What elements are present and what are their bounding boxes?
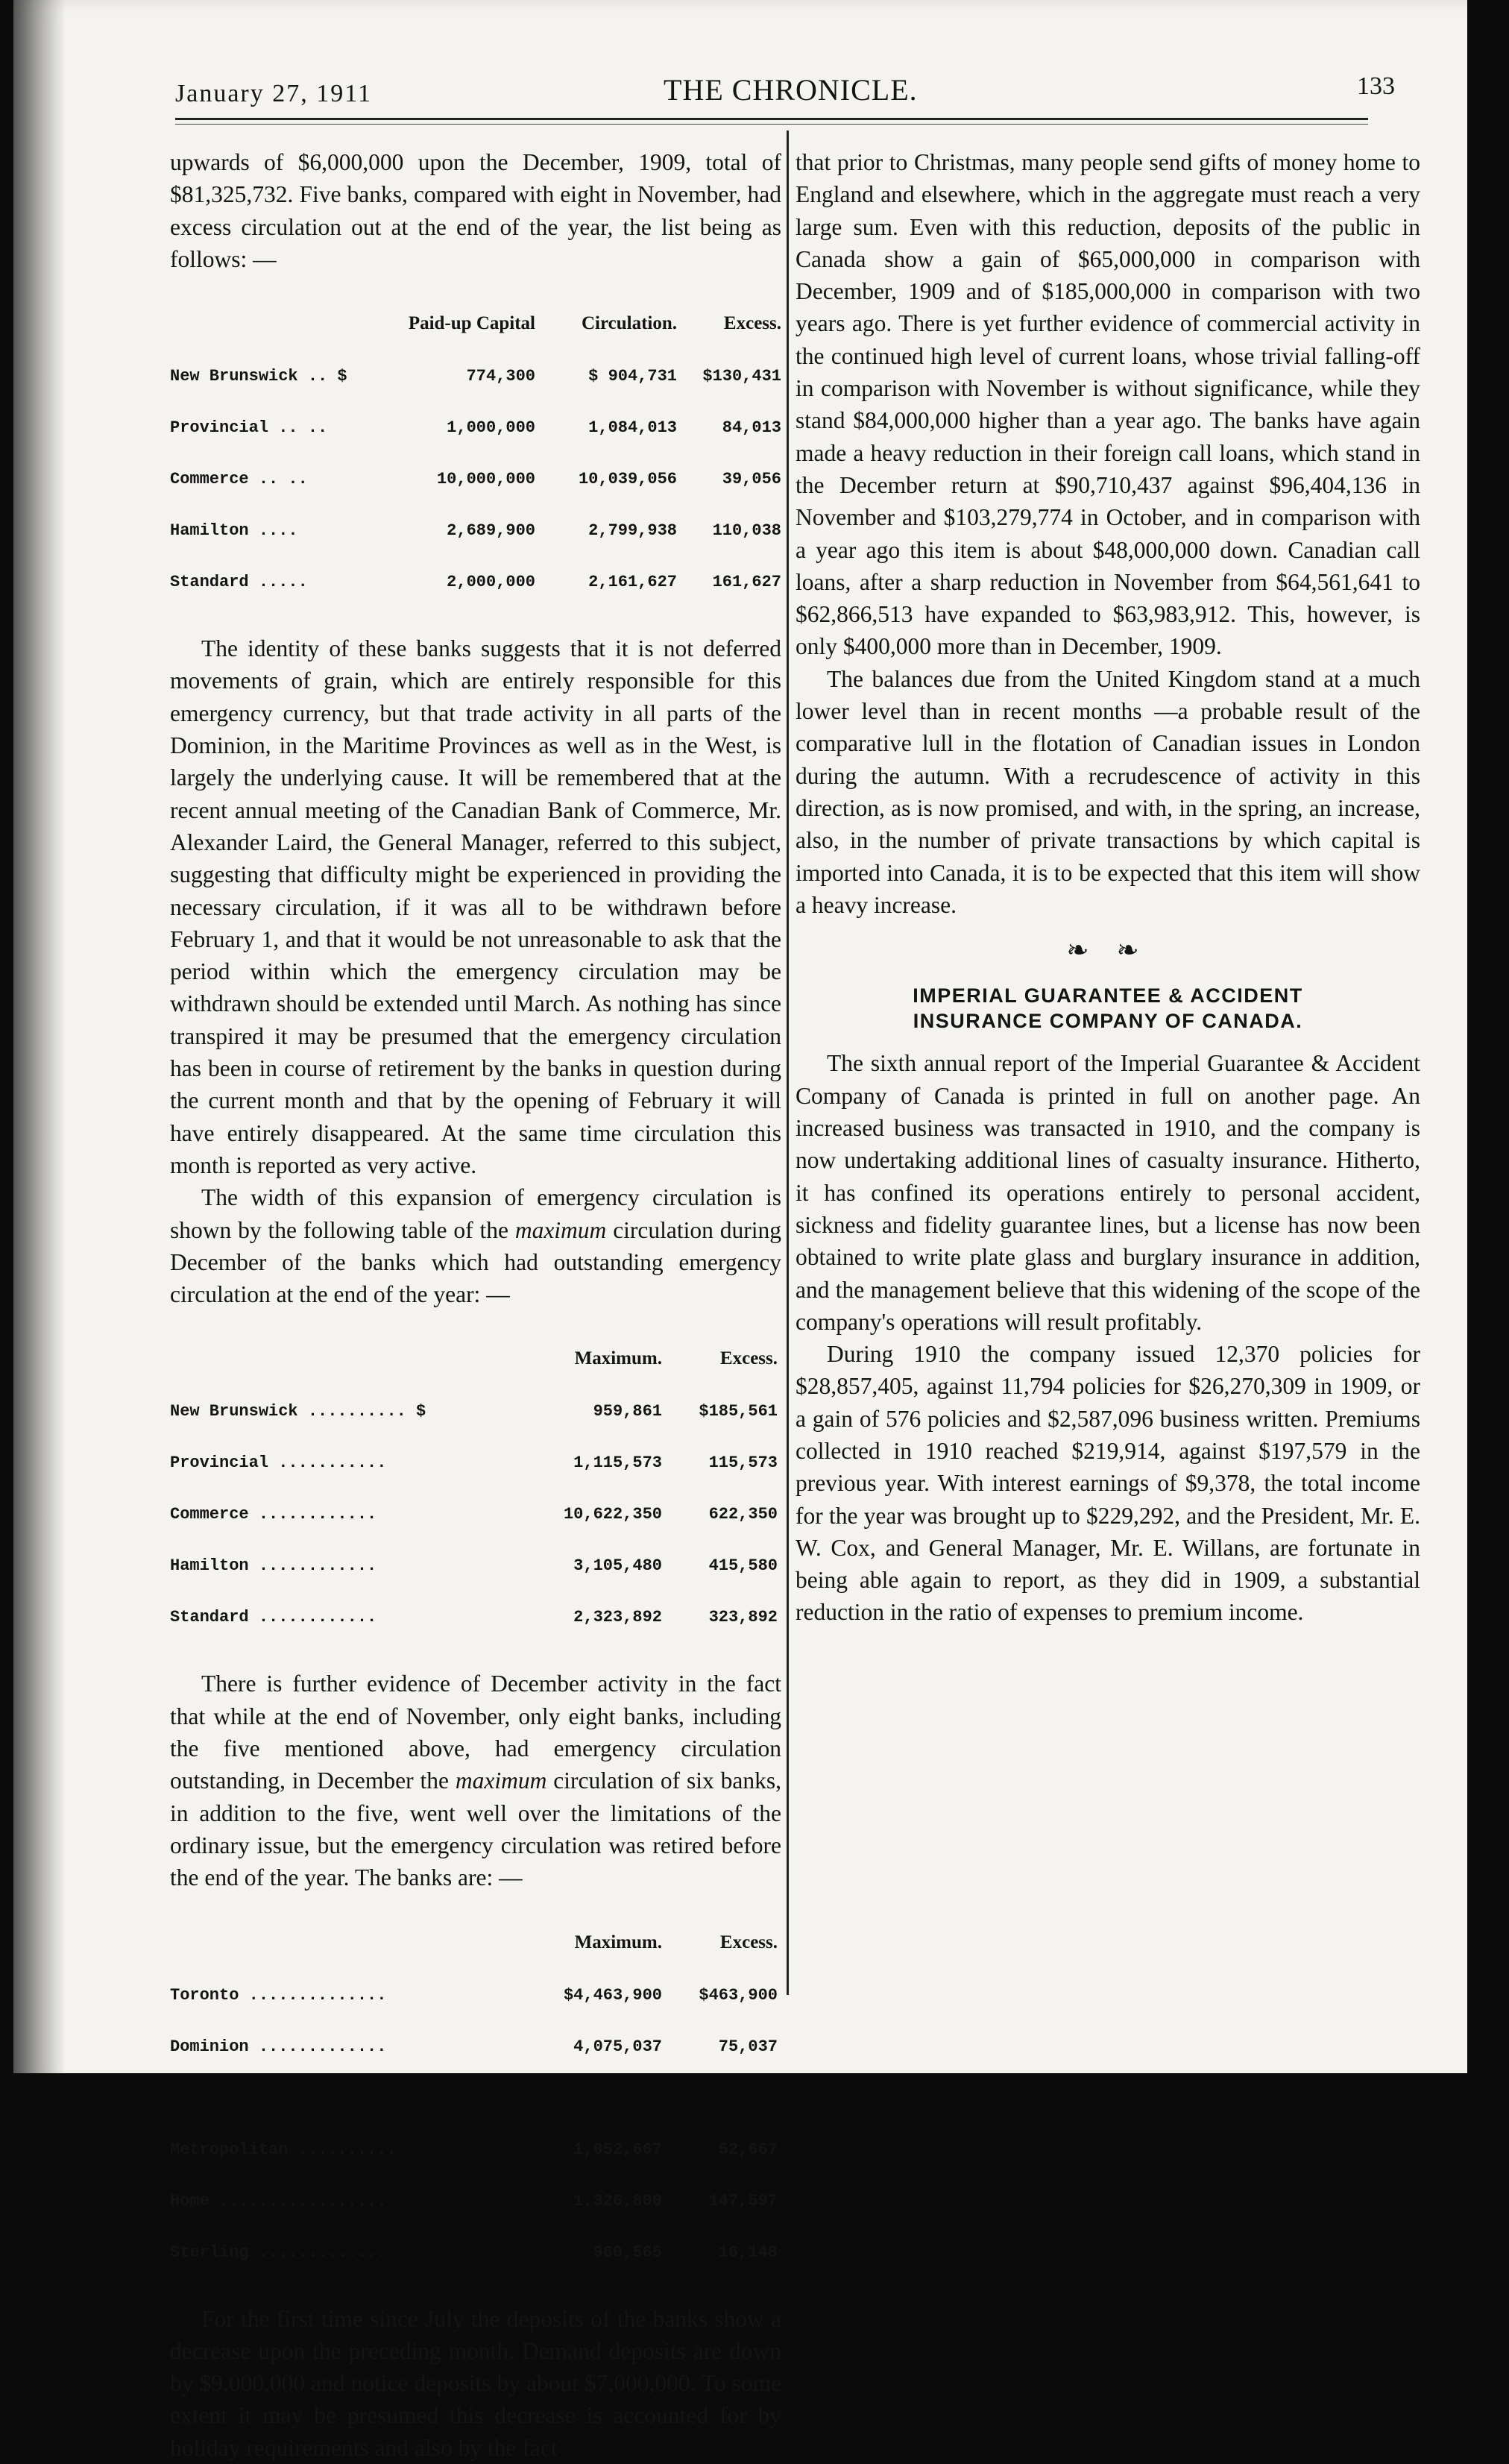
paragraph: that prior to Christmas, many people send gifts of money home to England and elsewhere, which in the aggregate must reach a very large sum. Even with this reduction, deposits of the public in Canada show a gain of $65,000,000 in comparison with December, 1909 and of $185,000,000 in comparison with two years ago. There is yet further evidence of commercial activity in the continued high level of current loans, whose trivial falling-off in comparison with November is without significance, while they stand $84,000,000 higher than a year ago. The banks have again made a heavy reduction in their foreign call loans, which stand in the December return at $90,710,437 against $96,404,136 in November and $103,279,774 in October, and in comparison with a year ago this item is about $48,000,000 down. Canadian call loans, after a sharp reduction in November from $64,561,641 to $62,866,513 have expanded to $63,983,912. This, however, is only $400,000 more than in December, 1909.: [796, 149, 1420, 660]
table-row: Hamilton ............ 3,105,480 415,580: [170, 1556, 778, 1576]
paragraph: The balances due from the United Kingdom stand at a much lower level than in recent months —a probable result of the comparative lull in the flotation of Canadian issues in London during the autumn. With a recrudescence of activity in this direction, as is now promised, and with, in the spring, an increase, also, in the number of private transactions by which capital is imported into Canada, it is to be expected that this item will show a heavy increase.: [796, 665, 1420, 918]
table-row: Standard ............ 2,323,892 323,892: [170, 1608, 778, 1627]
table-row: Sterling ............. 960,565 16,148: [170, 2243, 778, 2262]
paragraph: upwards of $6,000,000 upon the December, 1909, total of $81,325,732. Five banks, compared with eight in November, had excess circulation out at the end of the year, the list being as follows: —: [170, 149, 781, 272]
page-number: 133: [1357, 72, 1395, 100]
table-row: Metropolitan .......... 1,052,667 52,667: [170, 2140, 778, 2159]
fleuron-ornament: ❧ ❧: [1066, 935, 1150, 966]
paragraph: There is further evidence of December activity in the fact that while at the end of November, only eight banks, including the five mentioned above, had emergency circulation outstanding, in December the maximum circulation of six banks, in addition to the five, went well over the limitations of the ordinary issue, but the emergency circulation was retired before the end of the year. The banks are: —: [170, 1671, 781, 1891]
scan-border: [0, 2073, 1509, 2124]
table-row: Provincial .. .. 1,000,000 1,084,013 84,013: [170, 418, 781, 438]
column-divider: [787, 131, 789, 1995]
paragraph: During 1910 the company issued 12,370 policies for $28,857,405, against 11,794 policies for $26,270,309 in 1909, or a gain of 576 policies and $2,587,096 business written. Premiums collected in 1910 reached $219,914, against $197,579 in the previous year. With interest earnings of $9,378, the total income for the year was brought up to $229,292, and the President, Mr. E. W. Cox, and General Manager, Mr. E. Willans, are fortunate in being able again to report, as they did in 1909, a substantial reduction in the ratio of expenses to premium income.: [796, 1341, 1420, 1626]
table-row: Home ................. 1,326,800 147,597: [170, 2191, 778, 2210]
table-row: Toronto .............. $4,463,900 $463,900: [170, 1985, 778, 2005]
table-row: Provincial ........... 1,115,573 115,573: [170, 1453, 778, 1473]
table-row: Commerce ............ 10,622,350 622,350: [170, 1505, 778, 1524]
paragraph: The identity of these banks suggests that it is not deferred movements of grain, which are entirely responsible for this emergency currency, but that trade activity in all parts of the Dominion, in the Maritime Provinces as well as in the West, is largely the underlying cause. It will be remembered that at the recent annual meeting of the Canadian Bank of Commerce, Mr. Alexander Laird, the General Manager, referred to this subject, suggesting that difficulty might be experienced in providing the necessary circulation, if it was all to be withdrawn before February 1, and that it would be not unreasonable to ask that the period within which the emergency circulation may be withdrawn should be extended until March. As nothing has since transpired it may be presumed that the emergency circulation has been in course of retirement by the banks in question during the current month and that by the opening of February it will have entirely disappeared. At the same time circulation this month is reported as very active.: [170, 635, 781, 1178]
right-column: [796, 146, 1420, 1629]
table-header: Maximum. Excess.: [574, 1932, 778, 1952]
table-row: New Brunswick .. $ 774,300 $ 904,731 $130,431: [170, 367, 781, 386]
paragraph: For the first time since July the deposits of the banks show a decrease upon the preceding month. Demand deposits are down by $9,000,000 and notice deposits by about $7,000,000. To some extent it may be presumed this decrease is accounted for by holiday requirements and also by the fact: [170, 2305, 781, 2461]
section-title: IMPERIAL GUARANTEE & ACCIDENT INSURANCE COMPANY OF CANADA.: [913, 984, 1303, 1033]
header-date: January 27, 1911: [175, 80, 372, 107]
table-row: Standard ..... 2,000,000 2,161,627 161,627: [170, 573, 781, 592]
table-row: Commerce .. .. 10,000,000 10,039,056 39,056: [170, 470, 781, 489]
paragraph: The width of this expansion of emergency circulation is shown by the following table of the maximum circulation during December of the banks which had outstanding emergency circulation at the end of the year: —: [170, 1184, 782, 1308]
header-title: THE CHRONICLE.: [664, 73, 918, 107]
header-rule: [175, 118, 1368, 125]
table-row: New Brunswick .......... $ 959,861 $185,561: [170, 1402, 778, 1421]
table-header: Maximum. Excess.: [574, 1348, 778, 1369]
table-header: Paid-up Capital Circulation. Excess.: [408, 313, 781, 334]
table-excess-circulation: [170, 280, 781, 625]
scan-edge: [1499, 0, 1509, 2124]
paragraph: The sixth annual report of the Imperial Guarantee & Accident Company of Canada is printed in full on another page. An increased business was transacted in 1910, and the company is now undertaking additional lines of casualty insurance. Hitherto, it has confined its operations entirely to personal accident, sickness and fidelity guarantee lines, but a license has now been obtained to write plate glass and burglary insurance in addition, and the management believe that this widening of the scope of the company's operations will result profitably.: [796, 1050, 1420, 1335]
page-header: [175, 71, 1395, 108]
table-row: Dominion ............. 4,075,037 75,037: [170, 2037, 778, 2056]
table-row: Hamilton .... 2,689,900 2,799,938 110,038: [170, 521, 781, 541]
table-maximum-circulation: [170, 1315, 781, 1660]
binding-shadow: [13, 0, 66, 2088]
